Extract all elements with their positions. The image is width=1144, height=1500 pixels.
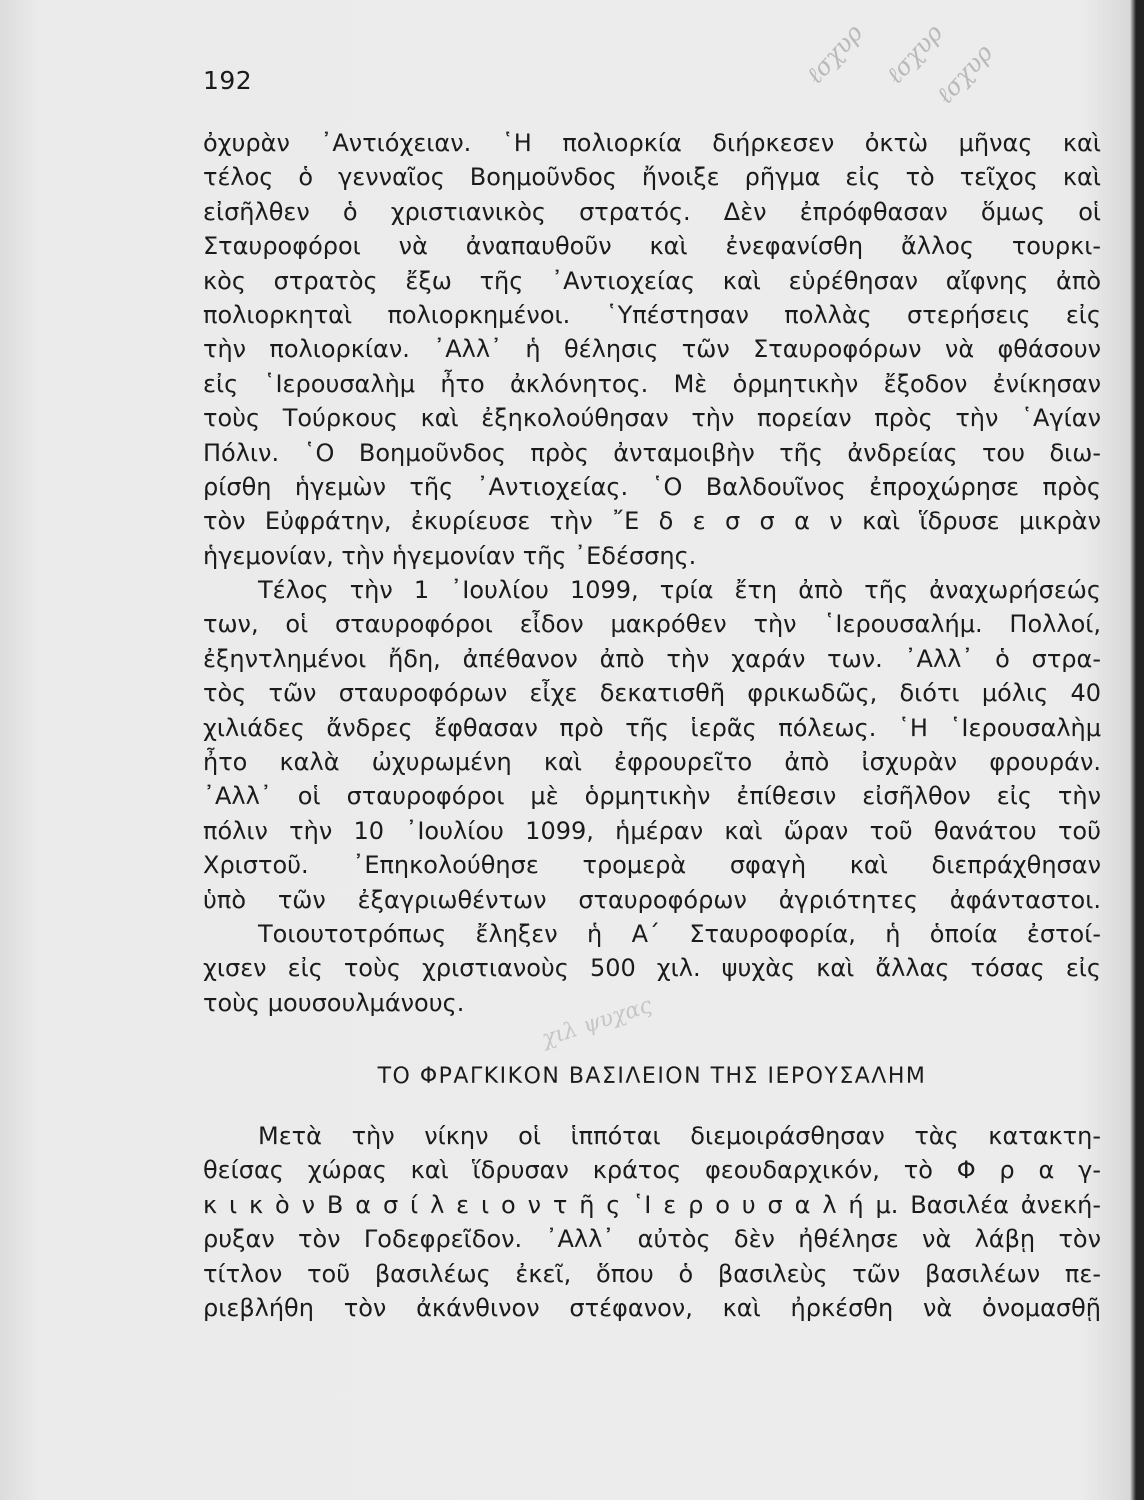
text-line: Σταυροφόροι νὰ ἀναπαυθοῦν καὶ ἐνεφανίσθη ἄλλος τουρκι- <box>203 232 1101 261</box>
text-line: κ ι κ ὸ ν Β α σ ί λ ε ι ο ν τ ῆ ς ῾Ι ε ρ ο υ σ α λ ή μ. Βασιλέα ἀνεκή- <box>203 1190 1101 1219</box>
text-line: ὀχυρὰν ᾿Αντιόχειαν. ῾Η πολιορκία διήρκεσεν ὀκτὼ μῆνας καὶ <box>203 129 1101 157</box>
text-line: εἰσῆλθεν ὁ χριστιανικὸς στρατός. Δὲν ἐπρόφθασαν ὅμως οἱ <box>203 197 1101 226</box>
text-line: χισεν εἰς τοὺς χριστιανοὺς 500 χιλ. ψυχὰς καὶ ἄλλας τόσας εἰς <box>203 954 1101 983</box>
text-line: ρυξαν τὸν Γοδεφρεῖδον. ᾿Αλλ᾿ αὐτὸς δὲν ἠθέλησε νὰ λάβῃ τὸν <box>203 1225 1101 1254</box>
text-line: ὑπὸ τῶν ἐξαγριωθέντων σταυροφόρων ἀγριότητες ἀφάνταστοι. <box>203 885 1101 914</box>
text-line: ἐξηντλημένοι ἤδη, ἀπέθανον ἀπὸ τὴν χαράν των. ᾿Αλλ᾿ ὁ στρα- <box>203 644 1101 673</box>
text-line: εἰς ῾Ιερουσαλὴμ ἦτο ἀκλόνητος. Μὲ ὁρμητικὴν ἔξοδον ἐνίκησαν <box>203 369 1101 398</box>
text-line: ριεβλήθη τὸν ἀκάνθινον στέφανον, καὶ ἠρκέσθη νὰ ὀνομασθῇ <box>203 1293 1101 1322</box>
text-line: τοὺς Τούρκους καὶ ἐξηκολούθησαν τὴν πορείαν πρὸς τὴν ῾Αγίαν <box>203 404 1101 433</box>
paragraph <box>203 1119 1101 1325</box>
text-line: τοὺς μουσουλμάνους. <box>203 988 465 1017</box>
pencil-marginalia: ℓσχυρ <box>800 18 869 90</box>
body-text <box>203 126 1101 1020</box>
text-line: ρίσθη ἡγεμὼν τῆς ᾿Αντιοχείας. ῾Ο Βαλδουῖνος ἐπροχώρησε πρὸς <box>203 472 1101 501</box>
text-line: τὴν πολιορκίαν. ᾿Αλλ᾿ ἡ θέλησις τῶν Σταυροφόρων νὰ φθάσουν <box>203 335 1101 364</box>
text-line: ἦτο καλὰ ὠχυρωμένη καὶ ἐφρουρεῖτο ἀπὸ ἰσχυρὰν φρουράν. <box>203 748 1101 777</box>
text-line: Χριστοῦ. ᾿Επηκολούθησε τρομερὰ σφαγὴ καὶ διεπράχθησαν <box>203 851 1101 880</box>
text-line: θείσας χώρας καὶ ἵδρυσαν κράτος φεουδαρχικόν, τὸ Φ ρ α γ- <box>203 1156 1101 1185</box>
text-line: Τέλος τὴν 1 ᾿Ιουλίου 1099, τρία ἔτη ἀπὸ τῆς ἀναχωρήσεώς <box>258 576 1101 605</box>
text-line: Πόλιν. ῾Ο Βοημοῦνδος πρὸς ἀνταμοιβὴν τῆς ἀνδρείας του διω- <box>203 438 1101 467</box>
text-line: Μετὰ τὴν νίκην οἱ ἱππόται διεμοιράσθησαν τὰς κατακτη- <box>258 1122 1101 1150</box>
pencil-marginalia: ℓσχυρ <box>880 18 949 90</box>
text-line: κὸς στρατὸς ἔξω τῆς ᾿Αντιοχείας καὶ εὑρέθησαν αἴφνης ἀπὸ <box>203 266 1101 295</box>
text-line: τὸν Εὐφράτην, ἐκυρίευσε τὴν ῎Ε δ ε σ σ α ν καὶ ἵδρυσε μικρὰν <box>203 507 1101 536</box>
paragraph <box>203 126 1101 573</box>
text-line: ᾿Αλλ᾿ οἱ σταυροφόροι μὲ ὁρμητικὴν ἐπίθεσιν εἰσῆλθον εἰς τὴν <box>203 782 1101 811</box>
section-heading: ΤΟ ΦΡΑΓΚΙΚΟΝ ΒΑΣΙΛΕΙΟΝ ΤΗΣ ΙΕΡΟΥΣΑΛΗΜ <box>377 1064 927 1089</box>
text-line: πολιορκηταὶ πολιορκημένοι. ῾Υπέστησαν πολλὰς στερήσεις εἰς <box>203 300 1101 329</box>
text-line: Τοιουτοτρόπως ἔληξεν ἡ Α΄ Σταυροφορία, ἡ ὁποία ἐστοί- <box>258 919 1101 948</box>
pencil-marginalia: ℓσχυρ <box>930 38 999 110</box>
text-line: χιλιάδες ἄνδρες ἔφθασαν πρὸ τῆς ἱερᾶς πόλεως. ῾Η ῾Ιερουσαλὴμ <box>203 713 1101 742</box>
page-number: 192 <box>203 66 253 95</box>
text-line: τέλος ὁ γενναῖος Βοημοῦνδος ἤνοιξε ρῆγμα εἰς τὸ τεῖχος καὶ <box>203 163 1101 192</box>
text-line: πόλιν τὴν 10 ᾿Ιουλίου 1099, ἡμέραν καὶ ὥραν τοῦ θανάτου τοῦ <box>203 816 1101 845</box>
text-line: τὸς τῶν σταυροφόρων εἶχε δεκατισθῆ φρικωδῶς, διότι μόλις 40 <box>203 679 1101 708</box>
text-line: των, οἱ σταυροφόροι εἶδον μακρόθεν τὴν ῾Ιερουσαλήμ. Πολλοί, <box>203 610 1101 639</box>
text-line: τίτλον τοῦ βασιλέως ἐκεῖ, ὅπου ὁ βασιλεὺς τῶν βασιλέων πε- <box>203 1259 1101 1288</box>
text-line: ἡγεμονίαν, τὴν ἡγεμονίαν τῆς ᾿Εδέσσης. <box>203 541 697 570</box>
paragraph <box>203 917 1101 1020</box>
paragraph <box>203 573 1101 917</box>
body-text <box>203 1119 1101 1325</box>
pencil-marginalia: χιλ ψυχας <box>538 992 656 1053</box>
